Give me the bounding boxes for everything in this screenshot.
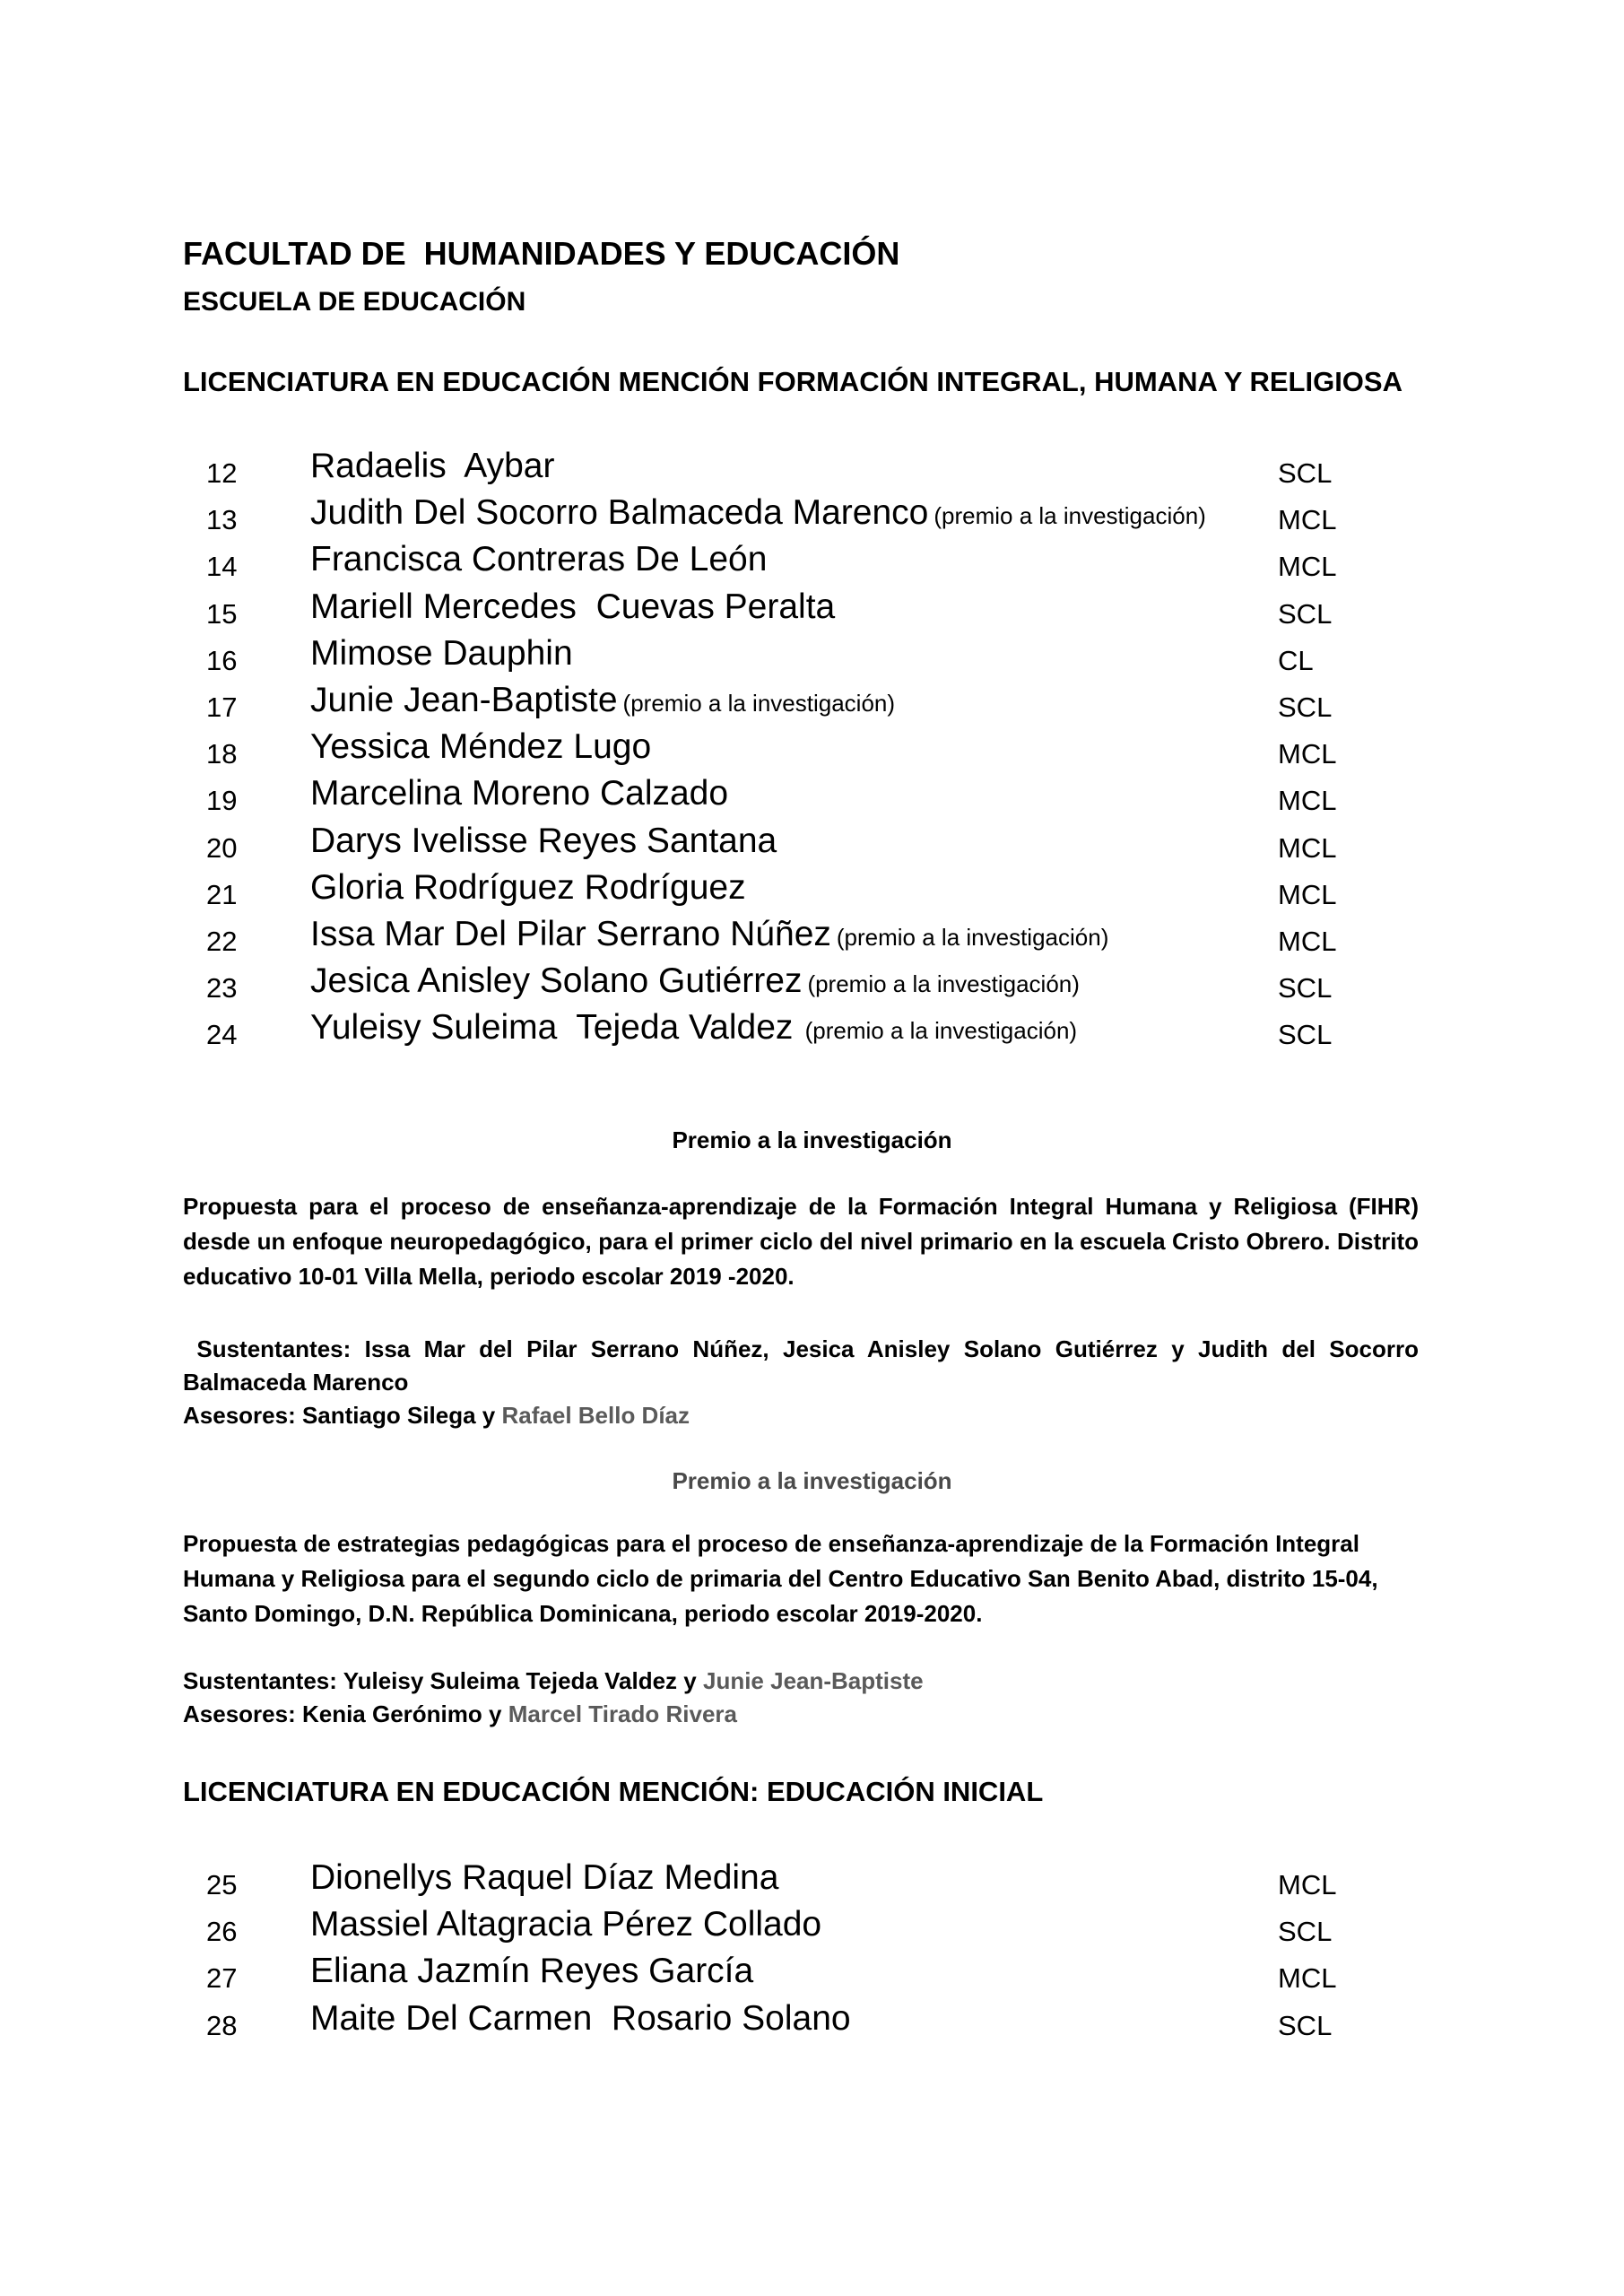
graduate-name: Marcelina Moreno Calzado xyxy=(310,774,729,813)
graduate-name: Gloria Rodríguez Rodríguez xyxy=(310,867,746,907)
award2-asesores-label: Asesores: xyxy=(183,1700,296,1727)
graduate-row xyxy=(0,961,1624,1008)
graduate-name: Judith Del Socorro Balmaceda Marenco xyxy=(310,493,929,533)
graduate-name-cell xyxy=(310,1952,753,1991)
graduate-name-cell xyxy=(310,447,554,486)
graduate-name: Jesica Anisley Solano Gutiérrez xyxy=(310,961,803,1001)
graduate-number: 26 xyxy=(206,1916,238,1948)
school-heading: ESCUELA DE EDUCACIÓN xyxy=(183,287,526,317)
award1-sustentantes xyxy=(183,1333,1419,1399)
award-note: (premio a la investigación) xyxy=(934,502,1206,530)
award2-asesores xyxy=(183,1698,1419,1731)
graduate-name: Massiel Altagracia Pérez Collado xyxy=(310,1905,822,1944)
graduate-row xyxy=(0,681,1624,727)
award-note: (premio a la investigación) xyxy=(807,970,1080,998)
graduate-name: Mariell Mercedes Cuevas Peralta xyxy=(310,587,836,626)
award2-sustentante-1: Yuleisy Suleima Tejeda Valdez y xyxy=(343,1667,697,1694)
graduate-row xyxy=(0,915,1624,961)
award2-sustentantes xyxy=(183,1665,1419,1698)
graduate-name: Eliana Jazmín Reyes García xyxy=(310,1952,754,1991)
graduate-name-cell xyxy=(310,774,728,813)
graduate-name-cell xyxy=(310,727,651,767)
honor-distinction: CL xyxy=(1278,644,1314,676)
graduate-name-cell xyxy=(310,587,835,627)
graduate-name-cell xyxy=(310,822,777,861)
graduate-name-cell xyxy=(310,493,1206,533)
graduate-number: 21 xyxy=(206,878,238,910)
graduate-row xyxy=(0,868,1624,915)
honor-distinction: MCL xyxy=(1278,504,1337,536)
graduate-name: Junie Jean-Baptiste xyxy=(310,681,618,719)
honor-distinction: SCL xyxy=(1278,2009,1333,2041)
graduate-number: 15 xyxy=(206,597,238,630)
graduate-name: Issa Mar Del Pilar Serrano Núñez xyxy=(310,915,831,953)
graduate-name-cell xyxy=(310,634,573,674)
faculty-heading: FACULTAD DE HUMANIDADES Y EDUCACIÓN xyxy=(183,235,900,272)
graduate-row xyxy=(0,822,1624,868)
graduate-name-cell xyxy=(310,1858,778,1898)
graduate-number: 25 xyxy=(206,1869,238,1900)
award2-asesor-1: Kenia Gerónimo y xyxy=(301,1700,502,1727)
award-note: (premio a la investigación) xyxy=(798,1017,1078,1045)
graduate-number: 17 xyxy=(206,691,238,723)
honor-distinction: MCL xyxy=(1278,785,1337,817)
graduate-row xyxy=(0,493,1624,540)
award2-title: Premio a la investigación xyxy=(672,1467,952,1494)
honor-distinction: MCL xyxy=(1278,1869,1337,1900)
graduate-number: 28 xyxy=(206,2009,238,2041)
award1-title: Premio a la investigación xyxy=(672,1126,952,1153)
honor-distinction: MCL xyxy=(1278,1962,1337,1995)
award-note: (premio a la investigación) xyxy=(622,690,896,717)
graduate-row xyxy=(0,1952,1624,1998)
graduate-number: 12 xyxy=(206,457,238,489)
honor-distinction: MCL xyxy=(1278,926,1337,957)
graduate-row xyxy=(0,1905,1624,1952)
graduate-name-cell xyxy=(310,1008,1077,1048)
award1-asesores-label: Asesores: xyxy=(183,1402,296,1429)
graduate-name: Yessica Méndez Lugo xyxy=(310,727,652,767)
award1-asesor-2: Rafael Bello Díaz xyxy=(501,1402,690,1429)
award1-asesor-1: Santiago Silega y xyxy=(301,1402,496,1429)
award1-asesores xyxy=(183,1399,1419,1432)
graduate-name-cell xyxy=(310,1999,851,2039)
graduate-name: Dionellys Raquel Díaz Medina xyxy=(310,1858,779,1897)
graduate-number: 20 xyxy=(206,831,238,864)
graduate-row xyxy=(0,1008,1624,1055)
graduate-row xyxy=(0,634,1624,681)
graduate-row xyxy=(0,774,1624,821)
graduate-number: 27 xyxy=(206,1962,238,1995)
honor-distinction: SCL xyxy=(1278,1916,1333,1948)
graduate-row xyxy=(0,540,1624,587)
honor-distinction: MCL xyxy=(1278,831,1337,864)
section2-title: LICENCIATURA EN EDUCACIÓN MENCIÓN: EDUCACIÓN INICIAL xyxy=(183,1776,1044,1807)
honor-distinction: MCL xyxy=(1278,878,1337,910)
graduate-row xyxy=(0,727,1624,774)
graduate-number: 24 xyxy=(206,1019,238,1051)
graduate-number: 23 xyxy=(206,972,238,1004)
graduate-name: Mimose Dauphin xyxy=(310,633,573,673)
award1-sustentantes-names: Issa Mar del Pilar Serrano Núñez, Jesica Anisley Solano Gutiérrez y Judith del Socorro Balmaceda Marenco xyxy=(183,1335,1419,1396)
award2-asesor-2: Marcel Tirado Rivera xyxy=(508,1700,738,1727)
graduate-name-cell xyxy=(310,868,746,908)
award2-sustentante-2: Junie Jean-Baptiste xyxy=(702,1667,924,1694)
graduate-number: 18 xyxy=(206,738,238,770)
graduate-name-cell xyxy=(310,681,895,720)
graduate-name: Yuleisy Suleima Tejeda Valdez xyxy=(310,1008,794,1048)
award1-credits xyxy=(183,1333,1419,1432)
award2-description: Propuesta de estrategias pedagógicas para el proceso de enseñanza-aprendizaje de la Formación Integral Humana y Religiosa para el segundo ciclo de primaria del Centro Educativo San Benito Abad, distrito 15-04, Santo Domingo, D.N. República Dominicana, periodo escolar 2019-2020. xyxy=(183,1530,1378,1627)
graduate-name-cell xyxy=(310,540,767,579)
graduate-name-cell xyxy=(310,961,1080,1001)
honor-distinction: SCL xyxy=(1278,457,1333,489)
section1-title: LICENCIATURA EN EDUCACIÓN MENCIÓN FORMACIÓN INTEGRAL, HUMANA Y RELIGIOSA xyxy=(183,366,1403,397)
honor-distinction: MCL xyxy=(1278,738,1337,770)
graduate-row xyxy=(0,587,1624,634)
graduate-number: 16 xyxy=(206,644,238,676)
honor-distinction: SCL xyxy=(1278,1019,1333,1051)
honor-distinction: SCL xyxy=(1278,597,1333,630)
graduate-name: Radaelis Aybar xyxy=(310,447,555,485)
graduate-name: Maite Del Carmen Rosario Solano xyxy=(310,1998,851,2038)
graduate-name-cell xyxy=(310,915,1108,954)
graduate-name-cell xyxy=(310,1905,821,1944)
graduate-number: 22 xyxy=(206,926,238,957)
award1-description: Propuesta para el proceso de enseñanza-aprendizaje de la Formación Integral Humana y Religiosa (FIHR) desde un enfoque neuropedagógico, para el primer ciclo del nivel primario en la escuela Cristo Obrero. Distrito educativo 10-01 Villa Mella, periodo escolar 2019 -2020. xyxy=(183,1193,1419,1290)
award-note: (premio a la investigación) xyxy=(836,924,1109,951)
award2-sustentantes-label: Sustentantes: xyxy=(183,1667,337,1694)
honor-distinction: SCL xyxy=(1278,972,1333,1004)
graduate-name: Francisca Contreras De León xyxy=(310,540,768,579)
graduate-row xyxy=(0,1858,1624,1905)
graduate-name: Darys Ivelisse Reyes Santana xyxy=(310,821,777,860)
graduate-number: 13 xyxy=(206,504,238,536)
graduate-number: 14 xyxy=(206,551,238,583)
honor-distinction: MCL xyxy=(1278,551,1337,583)
graduate-row xyxy=(0,447,1624,493)
award2-credits xyxy=(183,1665,1419,1731)
graduate-number: 19 xyxy=(206,785,238,817)
graduate-row xyxy=(0,1999,1624,2046)
award1-sustentantes-label: Sustentantes: xyxy=(196,1335,352,1362)
honor-distinction: SCL xyxy=(1278,691,1333,723)
